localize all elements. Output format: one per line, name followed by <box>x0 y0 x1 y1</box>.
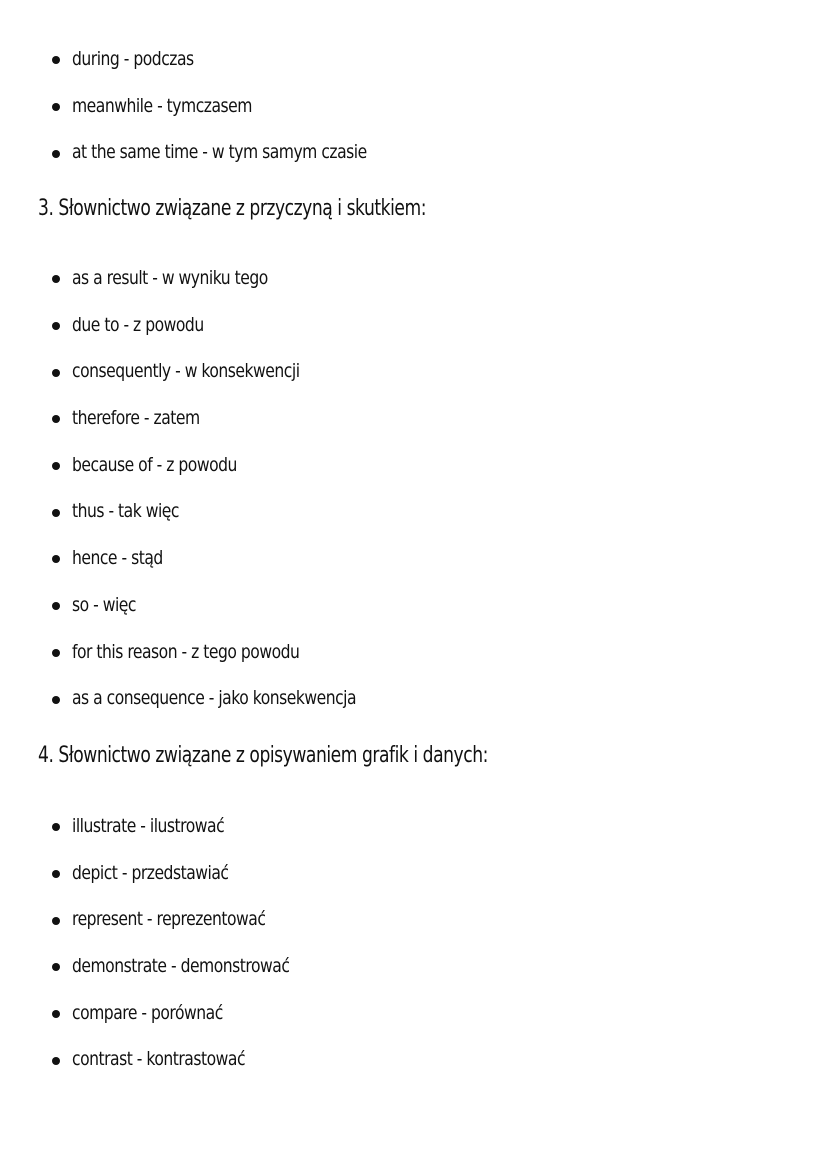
bullet-dot-icon <box>52 369 60 377</box>
bullet-dot-icon <box>52 555 60 563</box>
list-item: during - podczas <box>0 36 828 83</box>
bullet-dot-icon <box>52 150 60 158</box>
bullet-dot-icon <box>52 1057 60 1065</box>
list-item: as a result - w wyniku tego <box>0 255 828 302</box>
bullet-dot-icon <box>52 415 60 423</box>
list-item: therefore - zatem <box>0 395 828 442</box>
bullet-dot-icon <box>52 696 60 704</box>
bullet-dot-icon <box>52 917 60 925</box>
list-item: thus - tak więc <box>0 488 828 535</box>
list-item: demonstrate - demonstrować <box>0 943 828 990</box>
list-item: so - więc <box>0 582 828 629</box>
list-item: depict - przedstawiać <box>0 850 828 897</box>
bullet-dot-icon <box>52 56 60 64</box>
bullet-dot-icon <box>52 509 60 517</box>
list-item: contrast - kontrastować <box>0 1036 828 1083</box>
bullet-dot-icon <box>52 1010 60 1018</box>
list-item: because of - z powodu <box>0 442 828 489</box>
bullet-dot-icon <box>52 462 60 470</box>
bullet-dot-icon <box>52 870 60 878</box>
list-item: hence - stąd <box>0 535 828 582</box>
list-item: consequently - w konsekwencji <box>0 348 828 395</box>
list-item: at the same time - w tym samym czasie <box>0 129 828 176</box>
list-item: as a consequence - jako konsekwencja <box>0 675 828 722</box>
list-item: represent - reprezentować <box>0 896 828 943</box>
bullet-list-continuation <box>0 36 828 176</box>
bullet-dot-icon <box>52 275 60 283</box>
bullet-dot-icon <box>52 963 60 971</box>
section-3-list <box>0 255 828 722</box>
section-4-heading: 4. Słownictwo związane z opisywaniem grafik i danych: <box>38 743 488 768</box>
list-item: due to - z powodu <box>0 302 828 349</box>
bullet-dot-icon <box>52 103 60 111</box>
list-item: illustrate - ilustrować <box>0 803 828 850</box>
list-item: meanwhile - tymczasem <box>0 83 828 130</box>
section-4-list <box>0 803 828 1083</box>
list-item: for this reason - z tego powodu <box>0 629 828 676</box>
bullet-dot-icon <box>52 602 60 610</box>
list-item: compare - porównać <box>0 990 828 1037</box>
bullet-dot-icon <box>52 649 60 657</box>
bullet-dot-icon <box>52 322 60 330</box>
bullet-dot-icon <box>52 823 60 831</box>
section-3-heading: 3. Słownictwo związane z przyczyną i skutkiem: <box>38 196 427 221</box>
